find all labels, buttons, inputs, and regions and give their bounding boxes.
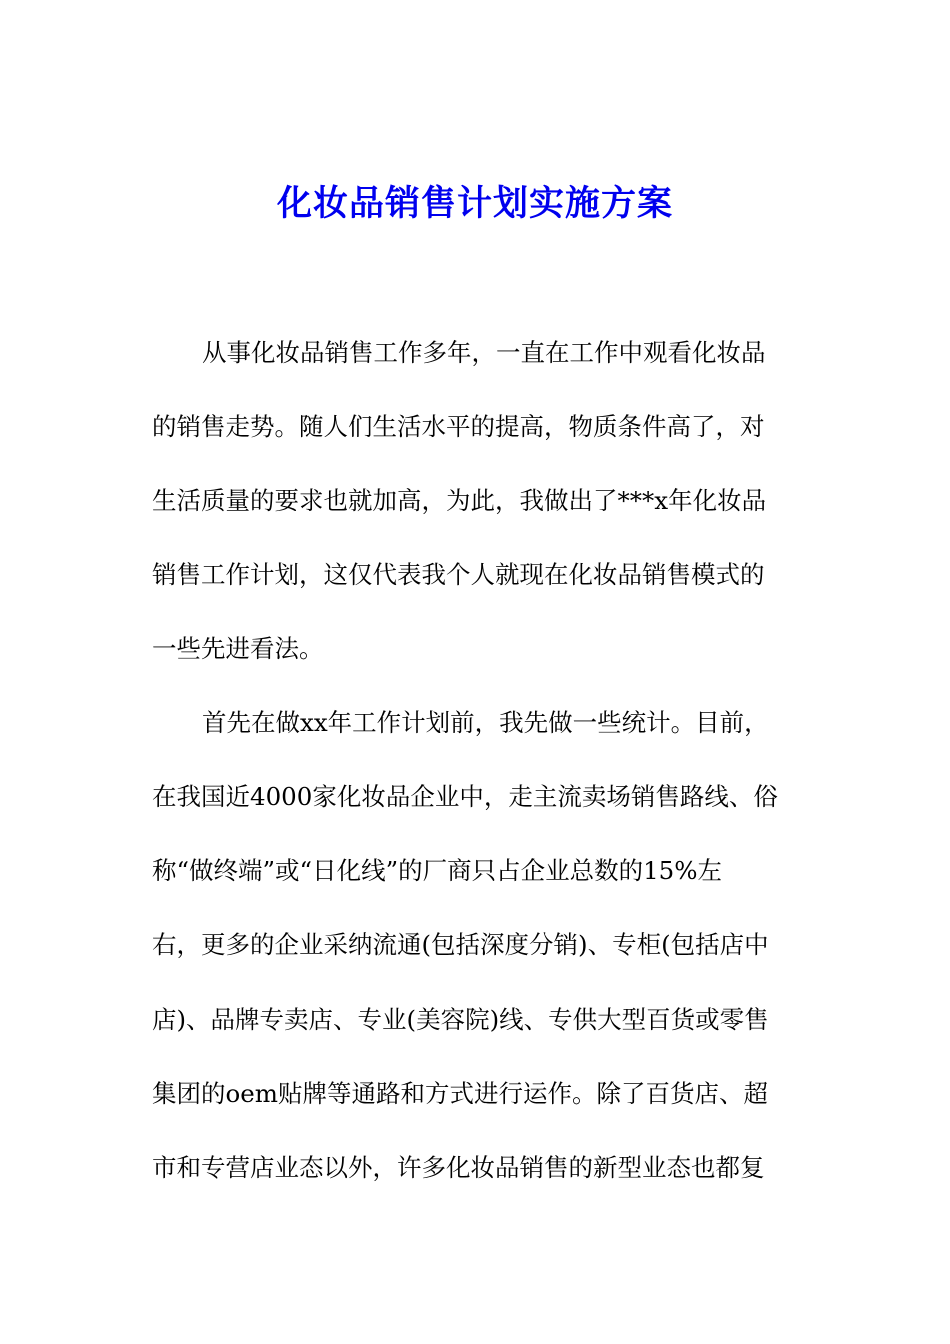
document-title: 化妆品销售计划实施方案 — [276, 183, 673, 224]
paragraph-line: 的销售走势。随人们生活水平的提高，物质条件高了，对 — [152, 412, 765, 441]
paragraph-line: 店)、品牌专卖店、专业(美容院)线、专供大型百货或零售 — [152, 1005, 769, 1034]
paragraph-line: 从事化妆品销售工作多年，一直在工作中观看化妆品 — [202, 338, 766, 367]
paragraph-line: 生活质量的要求也就加高，为此，我做出了***x年化妆品 — [152, 486, 767, 515]
paragraph-line: 集团的oem贴牌等通路和方式进行运作。除了百货店、超 — [152, 1079, 768, 1108]
paragraph-line: 称“做终端”或“日化线”的厂商只占企业总数的15%左 — [152, 856, 723, 885]
paragraph-line: 市和专营店业态以外，许多化妆品销售的新型业态也都复 — [152, 1153, 765, 1182]
paragraph-line: 销售工作计划，这仅代表我个人就现在化妆品销售模式的 — [152, 560, 765, 589]
paragraph-line: 在我国近4000家化妆品企业中，走主流卖场销售路线、俗 — [152, 782, 778, 811]
paragraph-line: 一些先进看法。 — [152, 634, 324, 663]
paragraph-line: 首先在做xx年工作计划前，我先做一些统计。目前， — [202, 708, 769, 737]
paragraph-line: 右，更多的企业采纳流通(包括深度分销)、专柜(包括店中 — [152, 930, 769, 959]
